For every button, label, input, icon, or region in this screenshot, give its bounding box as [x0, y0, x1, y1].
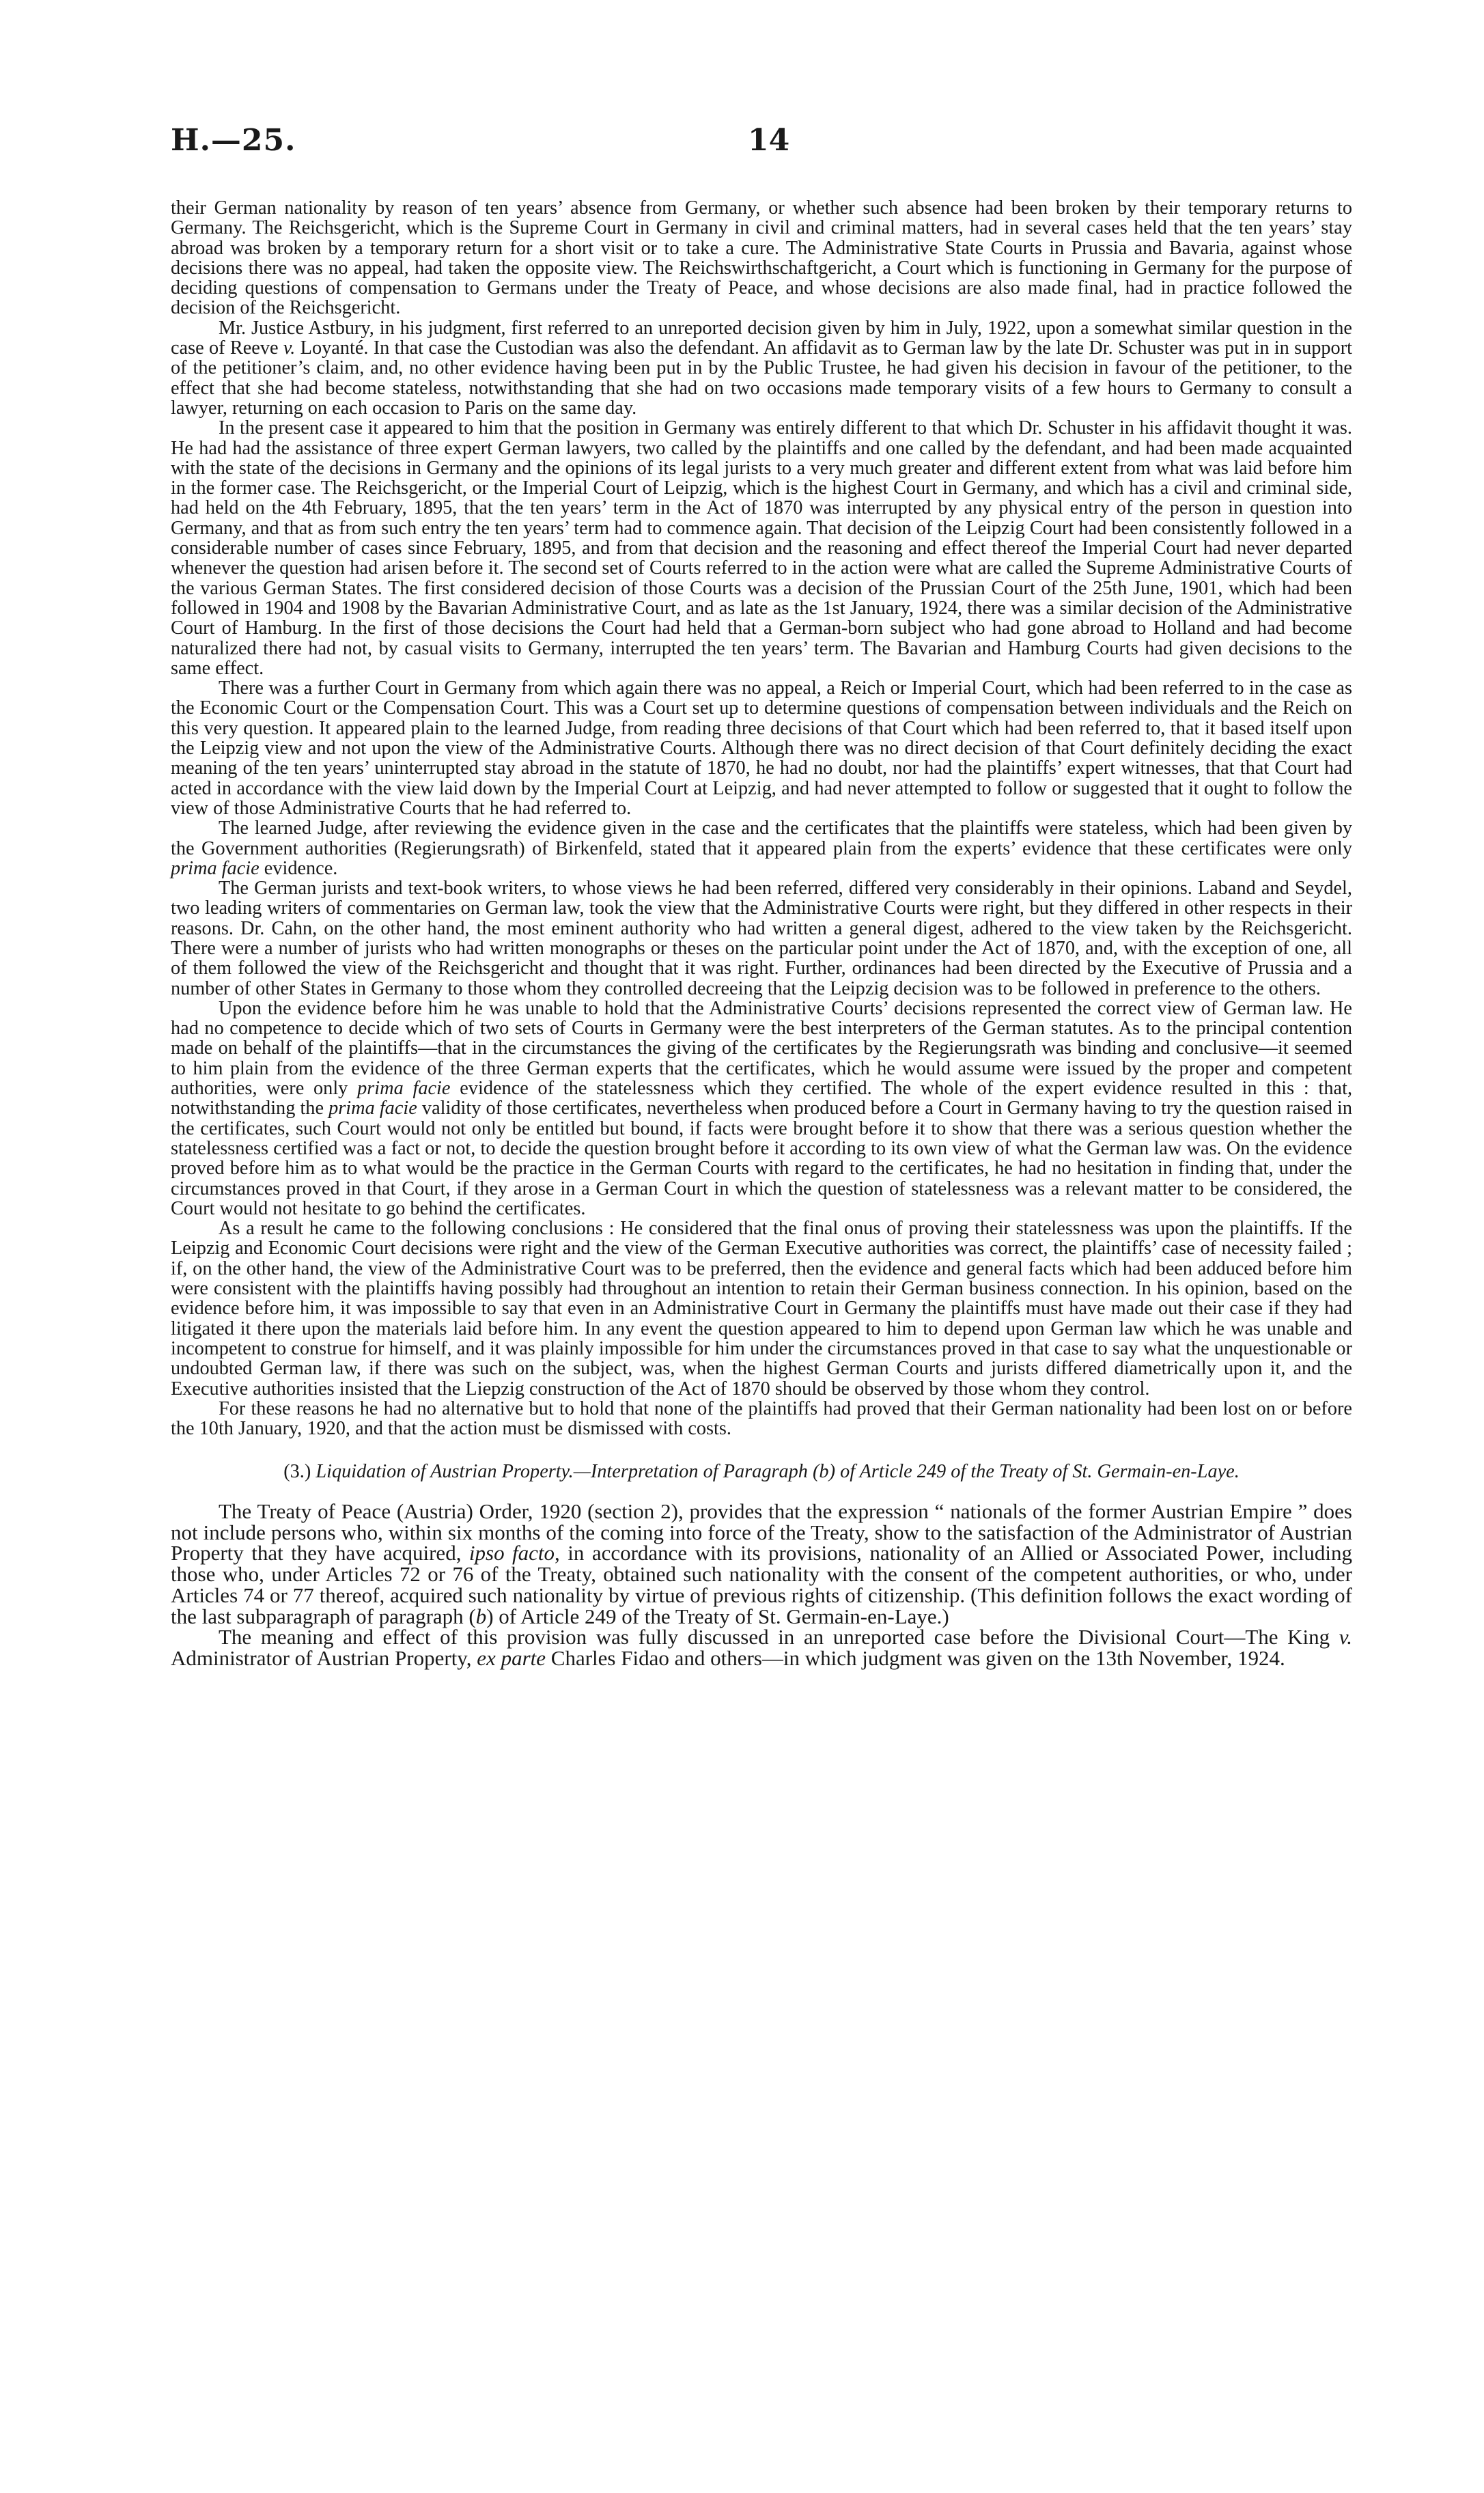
section-title: Liquidation of Austrian Property.—Interpretation of Paragraph (b) of Article 249 of the Treaty of St. Germain-en-Laye.: [316, 1461, 1240, 1483]
paragraph-text: evidence.: [259, 857, 338, 879]
paragraph-text: For these reasons he had no alternative but to hold that none of the plaintiffs had proved that their German nationality had been lost on or before the 10th January, 1920, and that the action must be dismissed with costs.: [171, 1397, 1352, 1440]
paragraph-text: The German jurists and text-book writers, to whose views he had been referred, differed very considerably in their opinions. Laband and Seydel, two leading writers of commentaries on German law, took the view that the Administrative Courts were right, but they differed in other respects in their reasons. Dr. Cahn, on the other hand, the most eminent authority who had written a general digest, adhered to the view taken by the Reichsgericht. There were a number of jurists who had written monographs or theses on the particular point under the Act of 1870, and, with the exception of one, all of them followed the view of the Reichsgericht and thought that it was right. Further, ordinances had been directed by the Executive of Prussia and a number of other States in Germany to those whom they controlled decreeing that the Leipzig decision was to be followed in preference to the others.: [171, 878, 1352, 999]
paragraph-text: Upon the evidence before him he was unable to hold that the Administrative Courts’ decisions represented the correct view of German law. He had no competence to decide which of two sets of Courts in Germany were the best interpreters of the German statutes. As to the principal contention made on behalf of the plaintiffs—that in the circumstances the giving of the certificates by the Regierungsrath was binding and conclusive—it seemed to him plain from the evidence of the three German experts that the certificates, which he would assume were issued by the proper and competent authorities, were only: [171, 997, 1352, 1100]
paragraph-text: Loyanté. In that case the Custodian was also the defendant. An affidavit as to German law by the late Dr. Schuster was put in in support of the petitioner’s claim, and, no other evidence having been put in by the Public Trustee, he had given his decision in favour of the petitioner, to the effect that she had become stateless, notwithstanding that she had on two occasions made temporary visits of a few hours to Germany to consult a lawyer, returning on each occasion to Paris on the same day.: [171, 337, 1352, 419]
italic-text: b: [475, 1604, 487, 1628]
paragraph: [171, 418, 1352, 678]
paragraph: [171, 1501, 1352, 1628]
paragraph-text: Mr. Justice Astbury, in his judgment, first referred to an unreported decision given by him in July, 1922, upon a somewhat similar question in the case of Reeve: [171, 317, 1352, 359]
paragraph-text: evidence of the statelessness which they certified. The whole of the expert evidence resulted in this : that, notwithstanding the: [171, 1078, 1353, 1119]
section-heading: [171, 1462, 1352, 1481]
paragraph: [171, 678, 1352, 818]
paragraph: [171, 1627, 1352, 1669]
paragraph: [171, 999, 1352, 1218]
paragraph-text: their German nationality by reason of ten years’ absence from Germany, or whether such absence had been broken by their temporary returns to Germany. The Reichsgericht, which is the Supreme Court in Germany in civil and criminal matters, had in several cases held that the ten years’ stay abroad was broken by a temporary return for a short visit or to take a cure. The Administrative State Courts in Prussia and Bavaria, against whose decisions there was no appeal, had taken the opposite view. The Reichswirthschaftgericht, a Court which is functioning in Germany for the purpose of deciding questions of compensation to Germans under the Treaty of Peace, and whose decisions are also made final, had in practice followed the decision of the Reichsgericht.: [171, 197, 1352, 319]
paragraph-text: The Treaty of Peace (Austria) Order, 1920 (section 2), provides that the expression “ nationals of the former Austrian Empire ” does not include persons who, within six months of the coming into force of the Treaty, show to the satisfaction of the Administrator of Austrian Property that they have acquired,: [171, 1499, 1352, 1565]
italic-text: v.: [1339, 1625, 1352, 1649]
body-text: [171, 198, 1352, 1669]
italic-text: prima facie: [171, 857, 260, 879]
paragraph-text: The meaning and effect of this provision was fully discussed in an unreported case before the Divisional Court—The King: [219, 1625, 1339, 1649]
paragraph: [171, 878, 1352, 999]
page-header: [171, 123, 1352, 171]
paragraph-text: ) of Article 249 of the Treaty of St. Germain-en-Laye.): [486, 1604, 949, 1628]
document-reference: H.—25.: [171, 123, 296, 158]
paragraph-text: The learned Judge, after reviewing the evidence given in the case and the certificates that the plaintiffs were stateless, which had been given by the Government authorities (Regierungsrath) of Birkenfeld, stated that it appeared plain from the experts’ evidence that these certificates were only: [171, 818, 1352, 859]
paragraph: [171, 318, 1352, 418]
paragraph-text: Administrator of Austrian Property,: [171, 1646, 477, 1671]
italic-text: v.: [283, 337, 296, 359]
paragraph: [171, 198, 1352, 318]
section-number: (3.): [283, 1461, 311, 1483]
paragraph-text: Charles Fidao and others—in which judgment was given on the 13th November, 1924.: [546, 1646, 1285, 1671]
paragraph: [171, 818, 1352, 878]
italic-text: ipso facto: [468, 1541, 555, 1565]
italic-text: prima facie: [328, 1098, 417, 1119]
paragraph-text: There was a further Court in Germany from which again there was no appeal, a Reich or Imperial Court, which had been referred to in the case as the Economic Court or the Compensation Court. This was a Court set up to determine questions of compensation between individuals and the Reich on this very question. It appeared plain to the learned Judge, from reading three decisions of that Court which had been referred to, that it based itself upon the Leipzig view and not upon the view of the Administrative Courts. Although there was no direct decision of that Court definitely deciding the exact meaning of the ten years’ uninterrupted stay abroad in the statute of 1870, he had no doubt, nor had the plaintiffs’ expert witnesses, that that Court had acted in accordance with the view laid down by the Imperial Court at Leipzig, and had never attempted to follow or suggested that it ought to follow the view of those Administrative Courts that he had referred to.: [171, 678, 1352, 819]
paragraph-text: , in accordance with its provisions, nationality of an Allied or Associated Power, including those who, under Articles 72 or 76 of the Treaty, obtained such nationality with the consent of the competent authorities, or who, under Articles 74 or 77 thereof, acquired such nationality by virtue of previous rights of citizenship. (This definition follows the exact wording of the last subparagraph of paragraph (: [171, 1541, 1352, 1628]
paragraph-text: In the present case it appeared to him that the position in Germany was entirely different to that which Dr. Schuster in his affidavit thought it was. He had had the assistance of three expert German lawyers, two called by the plaintiffs and one called by the defendant, and had been made acquainted with the state of the decisions in Germany and the opinions of its legal jurists to a very much greater and different extent from what was laid before him in the former case. The Reichsgericht, or the Imperial Court of Leipzig, which is the highest Court in Germany, and which has a civil and criminal side, had held on the 4th February, 1895, that the ten years’ term in the Act of 1870 was interrupted by any physical entry of the person in question into Germany, and that as from such entry the ten years’ term had to commence again. That decision of the Leipzig Court had been consistently followed in a considerable number of cases since February, 1895, and from that decision and the reasoning and effect thereof the Imperial Court had never departed whenever the question had arisen before it. The second set of Courts referred to in the action were what are called the Supreme Administrative Courts of the various German States. The first considered decision of those Courts was a decision of the Prussian Court of the 25th June, 1901, which had been followed in 1904 and 1908 by the Bavarian Administrative Court, and as late as the 1st January, 1924, there was a similar decision of the Administrative Court of Hamburg. In the first of those decisions the Court had held that a German-born subject who had gone abroad to Holland and had become naturalized there had not, by casual visits to Germany, interrupted the ten years’ term. The Bavarian and Hamburg Courts had given decisions to the same effect.: [171, 417, 1352, 679]
paragraph-text: As a result he came to the following conclusions : He considered that the final onus of proving their statelessness was upon the plaintiffs. If the Leipzig and Economic Court decisions were right and the view of the German Executive authorities was correct, the plaintiffs’ case of necessity failed ; if, on the other hand, the view of the Administrative Court was to be preferred, then the evidence and general facts which had been adduced before him were consistent with the plaintiffs having possibly had throughout an intention to retain their German business connection. In his opinion, based on the evidence before him, it was impossible to say that even in an Administrative Court in Germany the plaintiffs must have made out their case if they had litigated it there upon the materials laid before him. In any event the question appeared to him to depend upon German law which he was unable and incompetent to construe for himself, and it was plainly impossible for him under the circumstances proved in that case to say what the unquestionable or undoubted German law, if there was such on the subject, was, when the highest German Courts and jurists differed diametrically upon it, and the Executive authorities insisted that the Liepzig construction of the Act of 1870 should be observed by those whom they control.: [171, 1218, 1352, 1399]
paragraph: [171, 1218, 1352, 1399]
italic-text: prima facie: [357, 1078, 451, 1100]
page-number: 14: [748, 123, 790, 158]
italic-text: ex parte: [477, 1646, 546, 1671]
section-body: [171, 1501, 1352, 1669]
paragraph: [171, 1399, 1352, 1439]
paragraph-text: validity of those certificates, nevertheless when produced before a Court in Germany having to try the question raised in the certificates, such Court would not only be entitled but bound, if facts were brought before it to show that there was a serious question whether the statelessness certified was a fact or not, to decide the question brought before it according to its own view of what the German law was. On the evidence proved before him as to what would be the practice in the German Courts with regard to the certificates, he had no hesitation in finding that, under the circumstances proved in that Court, if they arose in a German Court in which the question of statelessness was a relevant matter to be considered, the Court would not hesitate to go behind the certificates.: [171, 1098, 1353, 1219]
